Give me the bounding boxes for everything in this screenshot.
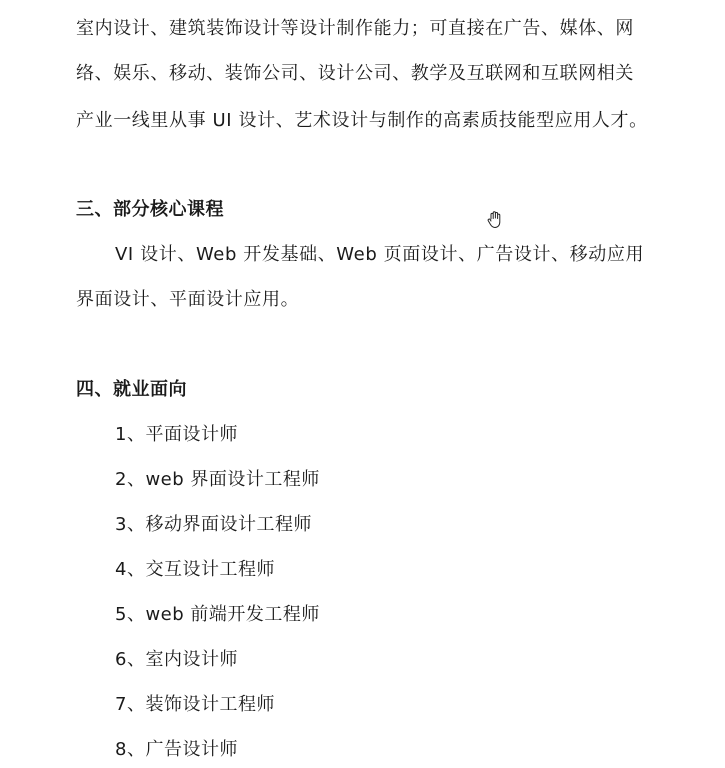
list-item: 6、室内设计师 [115,649,238,670]
list-item: 4、交互设计工程师 [115,559,275,580]
section-3-body-line-1: VI 设计、Web 开发基础、Web 页面设计、广告设计、移动应用 [115,244,645,265]
list-item: 7、装饰设计工程师 [115,694,275,715]
intro-line-2: 络、娱乐、移动、装饰公司、设计公司、教学及互联网和互联网相关 [76,63,634,84]
list-item: 5、web 前端开发工程师 [115,604,320,625]
section-3-body-line-2: 界面设计、平面设计应用。 [76,289,300,310]
intro-line-3: 产业一线里从事 UI 设计、艺术设计与制作的高素质技能型应用人才。 [76,110,648,131]
list-item: 8、广告设计师 [115,739,238,760]
list-item: 1、平面设计师 [115,424,238,445]
list-item: 2、web 界面设计工程师 [115,469,320,490]
section-4-heading: 四、就业面向 [76,379,187,400]
intro-line-1: 室内设计、建筑装饰设计等设计制作能力；可直接在广告、媒体、网 [76,18,634,39]
section-3-heading: 三、部分核心课程 [76,199,224,220]
list-item: 3、移动界面设计工程师 [115,514,312,535]
hand-pointer-icon [486,210,504,230]
